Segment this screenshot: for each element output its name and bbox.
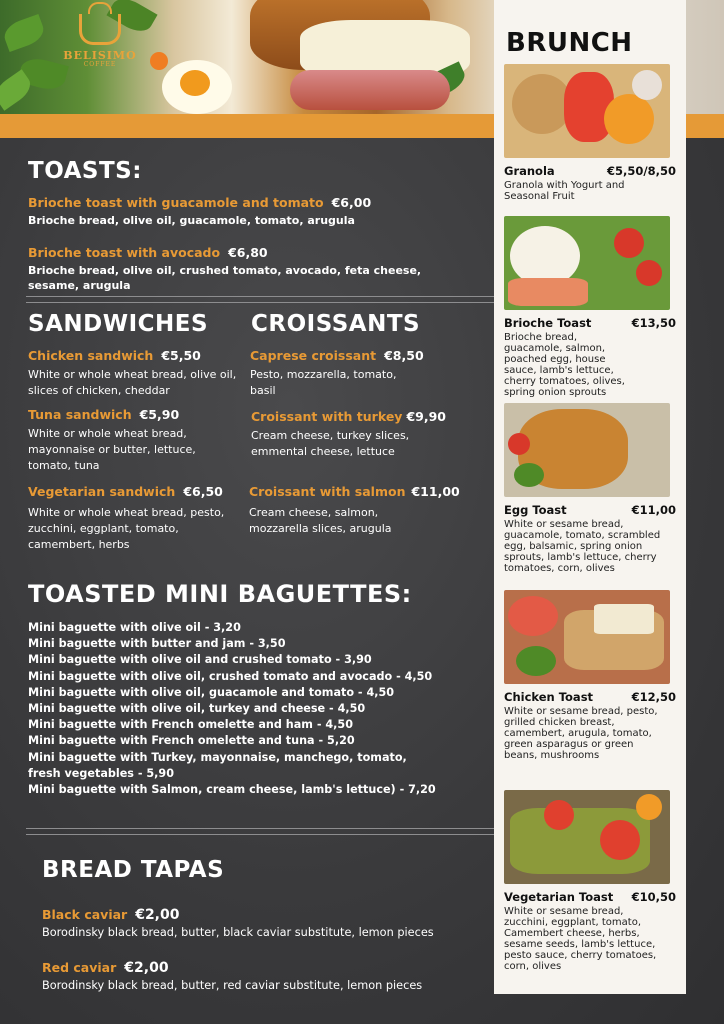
item-price: €8,50: [384, 348, 424, 363]
menu-item: [249, 481, 479, 537]
item-description: White or whole wheat bread, olive oil, slices of chicken, cheddar: [28, 368, 237, 397]
baguette-list: [28, 620, 448, 798]
item-price: €2,00: [124, 960, 169, 976]
item-price: €10,50: [631, 890, 676, 904]
item-name: Vegetarian Toast: [504, 890, 614, 904]
item-description: White or whole wheat bread, pesto, zucchini, eggplant, tomato, camembert, herbs: [28, 506, 225, 551]
brunch-item: [504, 403, 676, 574]
item-description: Brioche bread, olive oil, guacamole, tomato, arugula: [28, 214, 355, 227]
item-description: Borodinsky black bread, butter, black caviar substitute, lemon pieces: [42, 926, 434, 939]
item-price: €5,50/8,50: [607, 164, 676, 178]
list-item: Mini baguette with French omelette and ham - 4,50: [28, 718, 353, 732]
list-item: Mini baguette with olive oil, crushed tomato and avocado - 4,50: [28, 669, 433, 683]
list-item: Mini baguette with olive oil and crushed tomato - 3,90: [28, 653, 372, 667]
item-description: White or sesame bread, pesto, grilled chicken breast, camembert, arugula, tomato, green asparagus or green beans, mushrooms: [504, 706, 658, 761]
menu-item: [250, 345, 440, 399]
item-description: Brioche bread, olive oil, crushed tomato, avocado, feta cheese, sesame, arugula: [28, 264, 422, 292]
item-name: Brioche toast with guacamole and tomato: [28, 195, 324, 210]
brunch-item: [504, 216, 676, 398]
item-description: Cream cheese, turkey slices, emmental cheese, lettuce: [251, 429, 410, 458]
item-price: €6,50: [183, 484, 223, 499]
divider: [26, 834, 494, 835]
menu-item: [42, 957, 482, 994]
item-name: Red caviar: [42, 960, 117, 975]
list-item: Mini baguette with olive oil, turkey and cheese - 4,50: [28, 702, 366, 716]
item-description: Brioche bread, guacamole, salmon, poached egg, house sauce, lamb's lettuce, cherry tomatoes, olives, spring onion sprouts: [504, 332, 625, 398]
brioche-toast-photo: [504, 216, 670, 310]
brand-tagline: COFFEE: [83, 61, 117, 68]
coffee-cup-icon: [79, 14, 121, 45]
list-item: Mini baguette with olive oil, guacamole and tomato - 4,50: [28, 685, 395, 699]
divider: [26, 302, 494, 303]
menu-item: [28, 404, 228, 474]
cafe-logo: [58, 14, 142, 86]
brunch-item: [504, 64, 676, 202]
list-item: fresh vegetables - 5,90: [28, 766, 174, 780]
item-name: Brioche toast with avocado: [28, 245, 221, 260]
item-name: Caprese croissant: [250, 348, 377, 363]
item-name: Chicken Toast: [504, 690, 594, 704]
item-description: Granola with Yogurt and Seasonal Fruit: [504, 180, 625, 202]
item-description: Pesto, mozzarella, tomato, basil: [250, 368, 397, 397]
item-description: White or whole wheat bread, mayonnaise or butter, lettuce, tomato, tuna: [28, 427, 196, 472]
item-price: €5,50: [161, 348, 201, 363]
divider: [26, 296, 494, 297]
item-name: Black caviar: [42, 907, 128, 922]
item-name: Brioche Toast: [504, 316, 592, 330]
item-price: €2,00: [135, 907, 180, 923]
item-price: €6,80: [228, 245, 268, 260]
menu-item: [28, 192, 468, 228]
egg-toast-photo: [504, 403, 670, 497]
item-name: Egg Toast: [504, 503, 567, 517]
item-price: €5,90: [139, 407, 180, 422]
granola-photo: [504, 64, 670, 158]
list-item: Mini baguette with French omelette and tuna - 5,20: [28, 734, 355, 748]
vegetarian-toast-photo: [504, 790, 670, 884]
item-price: €6,00: [331, 195, 372, 210]
item-description: White or sesame bread, zucchini, eggplant, tomato, Camembert cheese, herbs, sesame seeds, lamb's lettuce, pesto sauce, cherry tomatoes, corn, olives: [504, 906, 657, 972]
menu-item: [28, 345, 238, 399]
baguettes-title: TOASTED MINI BAGUETTES:: [28, 580, 412, 608]
croissants-title: CROISSANTS: [251, 311, 421, 337]
item-name: Granola: [504, 164, 555, 178]
item-name: Chicken sandwich: [28, 348, 154, 363]
item-name: Vegetarian sandwich: [28, 484, 176, 499]
divider: [26, 828, 494, 829]
item-price: €13,50: [631, 316, 676, 330]
item-price: €12,50: [631, 690, 676, 704]
item-description: Cream cheese, salmon, mozzarella slices, arugula: [249, 506, 392, 535]
menu-item: [28, 481, 238, 553]
list-item: Mini baguette with butter and jam - 3,50: [28, 637, 286, 651]
sandwiches-title: SANDWICHES: [28, 311, 209, 337]
brunch-title: BRUNCH: [506, 28, 633, 58]
menu-item: [28, 242, 428, 293]
menu-item: [42, 904, 482, 941]
list-item: Mini baguette with Salmon, cream cheese, lamb's lettuce) - 7,20: [28, 783, 436, 797]
brunch-item: [504, 790, 676, 972]
item-price: €9,90: [406, 409, 446, 424]
toasts-title: TOASTS:: [28, 158, 142, 184]
item-description: White or sesame bread, guacamole, tomato, scrambled egg, balsamic, spring onion sprouts, lamb's lettuce, cherry tomatoes, corn, olives: [504, 519, 661, 574]
list-item: Mini baguette with olive oil - 3,20: [28, 621, 241, 634]
list-item: Mini baguette with Turkey, mayonnaise, manchego, tomato,: [28, 750, 407, 764]
chicken-toast-photo: [504, 590, 670, 684]
tapas-title: BREAD TAPAS: [42, 857, 225, 883]
item-name: Croissant with salmon: [249, 484, 406, 499]
item-price: €11,00: [411, 484, 460, 499]
item-description: Borodinsky black bread, butter, red caviar substitute, lemon pieces: [42, 979, 423, 992]
menu-item: [251, 406, 471, 460]
brand-name: BELISIMO: [63, 49, 137, 62]
brunch-item: [504, 590, 676, 761]
item-price: €11,00: [631, 503, 676, 517]
item-name: Tuna sandwich: [28, 407, 132, 422]
item-name: Croissant with turkey: [251, 409, 403, 424]
brunch-panel: [494, 0, 686, 994]
